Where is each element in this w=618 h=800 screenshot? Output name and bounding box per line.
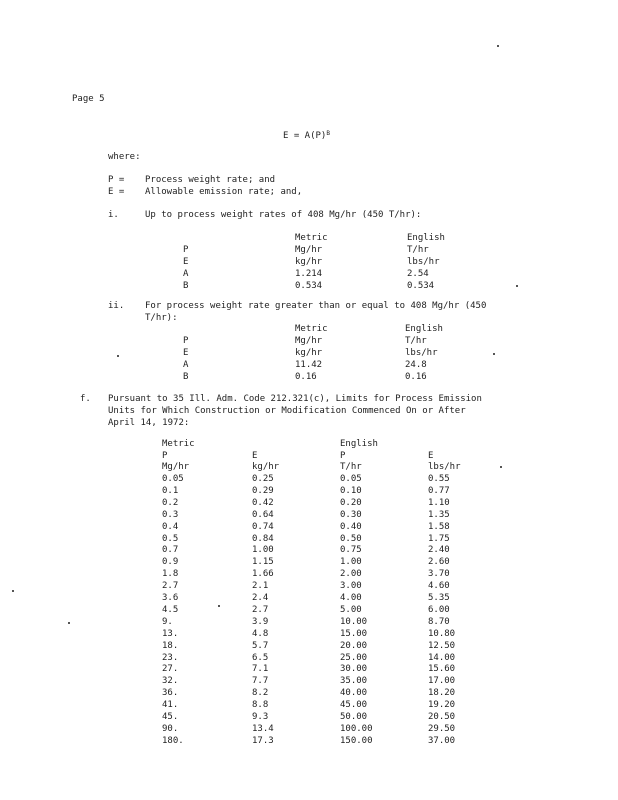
metric-e-cell: 4.8 xyxy=(252,628,269,639)
english-p-cell: 30.00 xyxy=(340,664,368,675)
section-ii-text-line1: For process weight rate greater than or equal to 408 Mg/hr (450 xyxy=(145,301,487,311)
metric-p-cell: 4.5 xyxy=(162,604,179,615)
english-p-cell: 0.30 xyxy=(340,509,362,520)
scan-speck xyxy=(218,605,220,607)
metric-e-cell: 13.4 xyxy=(252,723,274,734)
section-ii-symbol: E xyxy=(183,348,189,358)
column-head: E xyxy=(252,451,258,461)
section-i-symbol: A xyxy=(183,269,189,279)
english-e-cell: 3.70 xyxy=(428,569,450,580)
section-ii-header-metric: Metric xyxy=(295,324,328,334)
english-p-cell: 3.00 xyxy=(340,581,362,592)
scan-speck xyxy=(68,622,70,624)
definition-text: Process weight rate; and xyxy=(145,175,276,185)
metric-p-cell: 0.5 xyxy=(162,533,179,544)
metric-p-cell: 0.9 xyxy=(162,557,179,568)
section-f-line1: Pursuant to 35 Ill. Adm. Code 212.321(c), Limits for Process Emission xyxy=(108,394,482,404)
metric-p-cell: 0.1 xyxy=(162,485,179,496)
scan-speck xyxy=(516,285,518,287)
section-i-english-cell: lbs/hr xyxy=(407,257,440,267)
english-e-cell: 1.10 xyxy=(428,497,450,508)
section-i-text: Up to process weight rates of 408 Mg/hr (450 T/hr): xyxy=(145,210,422,220)
metric-e-cell: 1.66 xyxy=(252,569,274,580)
section-i-metric-cell: Mg/hr xyxy=(295,245,323,255)
english-e-cell: 1.75 xyxy=(428,533,450,544)
metric-p-cell: 18. xyxy=(162,640,179,651)
where-label: where: xyxy=(108,152,141,162)
metric-e-cell: 8.8 xyxy=(252,700,269,711)
emission-formula xyxy=(283,128,330,142)
english-e-cell: 1.35 xyxy=(428,509,450,520)
english-p-cell: 50.00 xyxy=(340,712,368,722)
english-p-cell: 0.75 xyxy=(340,545,362,556)
english-e-cell: 19.20 xyxy=(428,700,456,711)
metric-e-cell: 2.1 xyxy=(252,581,269,592)
page-label: Page 5 xyxy=(72,94,105,104)
unit-head: kg/hr xyxy=(252,462,280,472)
section-ii-symbol: B xyxy=(183,372,189,382)
section-f-line3: April 14, 1972: xyxy=(108,418,190,428)
unit-head: T/hr xyxy=(340,462,362,472)
metric-e-cell: 3.9 xyxy=(252,616,269,627)
english-e-cell: 37.00 xyxy=(428,735,456,746)
section-ii-header-english: English xyxy=(405,324,443,334)
english-p-cell: 45.00 xyxy=(340,700,368,711)
unit-head: lbs/hr xyxy=(428,462,461,472)
metric-p-cell: 0.4 xyxy=(162,521,179,532)
section-i-english-cell: 2.54 xyxy=(407,269,429,279)
english-e-cell: 1.58 xyxy=(428,521,450,532)
english-p-cell: 150.00 xyxy=(340,735,373,746)
metric-e-cell: 5.7 xyxy=(252,640,269,651)
section-f-line2: Units for Which Construction or Modification Commenced On or After xyxy=(108,406,466,416)
metric-p-cell: 2.7 xyxy=(162,581,179,592)
english-e-cell: 18.20 xyxy=(428,688,456,699)
metric-p-cell: 32. xyxy=(162,676,179,687)
english-e-cell: 17.00 xyxy=(428,676,456,687)
english-p-cell: 15.00 xyxy=(340,628,368,639)
metric-p-cell: 45. xyxy=(162,712,179,722)
scan-speck xyxy=(12,590,14,592)
definition-symbol: P = xyxy=(108,175,125,185)
section-ii-english-cell: lbs/hr xyxy=(405,348,438,358)
english-p-cell: 20.00 xyxy=(340,640,368,651)
section-ii-text-line2: T/hr): xyxy=(145,313,178,323)
section-i-english-cell: 0.534 xyxy=(407,281,435,291)
metric-p-cell: 0.7 xyxy=(162,545,179,556)
section-ii-english-cell: 24.8 xyxy=(405,360,427,370)
section-f-number: f. xyxy=(80,394,91,404)
section-ii-metric-cell: kg/hr xyxy=(295,348,323,358)
section-i-symbol: P xyxy=(183,245,189,255)
section-ii-number: ii. xyxy=(108,301,125,311)
metric-p-cell: 1.8 xyxy=(162,569,179,580)
metric-p-cell: 3.6 xyxy=(162,593,179,603)
unit-head: Mg/hr xyxy=(162,462,190,472)
metric-e-cell: 9.3 xyxy=(252,712,269,722)
metric-p-cell: 41. xyxy=(162,700,179,711)
section-f-header-metric: Metric xyxy=(162,439,195,449)
metric-e-cell: 0.84 xyxy=(252,533,274,544)
section-i-symbol: B xyxy=(183,281,189,291)
metric-p-cell: 27. xyxy=(162,664,179,675)
metric-p-cell: 13. xyxy=(162,628,179,639)
section-ii-english-cell: 0.16 xyxy=(405,372,427,382)
english-e-cell: 6.00 xyxy=(428,604,450,615)
english-p-cell: 0.05 xyxy=(340,474,362,484)
definition-text: Allowable emission rate; and, xyxy=(145,187,303,197)
english-p-cell: 25.00 xyxy=(340,652,368,663)
english-p-cell: 2.00 xyxy=(340,569,362,580)
english-p-cell: 0.20 xyxy=(340,497,362,508)
metric-e-cell: 17.3 xyxy=(252,735,274,746)
metric-e-cell: 6.5 xyxy=(252,652,269,663)
english-p-cell: 1.00 xyxy=(340,557,362,568)
metric-p-cell: 0.3 xyxy=(162,509,179,520)
section-i-metric-cell: kg/hr xyxy=(295,257,323,267)
section-ii-english-cell: T/hr xyxy=(405,336,427,346)
metric-e-cell: 8.2 xyxy=(252,688,269,699)
metric-p-cell: 0.2 xyxy=(162,497,179,508)
column-head: P xyxy=(340,451,346,461)
metric-e-cell: 2.7 xyxy=(252,604,269,615)
formula-lhs: E = A(P) xyxy=(283,131,327,141)
scan-speck xyxy=(500,466,502,468)
section-i-header-metric: Metric xyxy=(295,233,328,243)
scan-speck xyxy=(497,45,499,47)
english-e-cell: 14.00 xyxy=(428,652,456,663)
formula-exponent: B xyxy=(326,130,330,137)
english-e-cell: 2.40 xyxy=(428,545,450,556)
english-p-cell: 0.50 xyxy=(340,533,362,544)
english-p-cell: 0.40 xyxy=(340,521,362,532)
english-e-cell: 2.60 xyxy=(428,557,450,568)
section-ii-metric-cell: Mg/hr xyxy=(295,336,323,346)
section-ii-metric-cell: 0.16 xyxy=(295,372,317,382)
metric-e-cell: 2.4 xyxy=(252,593,269,603)
column-head: P xyxy=(162,451,168,461)
english-e-cell: 8.70 xyxy=(428,616,450,627)
english-p-cell: 0.10 xyxy=(340,485,362,496)
column-head: E xyxy=(428,451,434,461)
english-e-cell: 12.50 xyxy=(428,640,456,651)
scan-speck xyxy=(117,355,119,357)
section-i-english-cell: T/hr xyxy=(407,245,429,255)
metric-e-cell: 1.00 xyxy=(252,545,274,556)
metric-e-cell: 0.64 xyxy=(252,509,274,520)
section-i-number: i. xyxy=(108,210,119,220)
metric-e-cell: 7.1 xyxy=(252,664,269,675)
section-i-metric-cell: 1.214 xyxy=(295,269,323,279)
english-e-cell: 29.50 xyxy=(428,723,456,734)
metric-e-cell: 7.7 xyxy=(252,676,269,687)
english-e-cell: 0.77 xyxy=(428,485,450,496)
section-i-symbol: E xyxy=(183,257,189,267)
english-p-cell: 40.00 xyxy=(340,688,368,699)
section-i-metric-cell: 0.534 xyxy=(295,281,323,291)
english-e-cell: 5.35 xyxy=(428,593,450,603)
metric-e-cell: 0.29 xyxy=(252,485,274,496)
section-ii-metric-cell: 11.42 xyxy=(295,360,323,370)
metric-p-cell: 90. xyxy=(162,723,179,734)
english-e-cell: 15.60 xyxy=(428,664,456,675)
metric-p-cell: 9. xyxy=(162,616,173,627)
metric-p-cell: 36. xyxy=(162,688,179,699)
metric-p-cell: 23. xyxy=(162,652,179,663)
english-p-cell: 10.00 xyxy=(340,616,368,627)
section-ii-symbol: A xyxy=(183,360,189,370)
metric-e-cell: 1.15 xyxy=(252,557,274,568)
english-p-cell: 5.00 xyxy=(340,604,362,615)
english-p-cell: 100.00 xyxy=(340,723,373,734)
section-f-header-english: English xyxy=(340,439,378,449)
english-e-cell: 4.60 xyxy=(428,581,450,592)
english-e-cell: 20.50 xyxy=(428,712,456,722)
section-ii-symbol: P xyxy=(183,336,189,346)
english-e-cell: 0.55 xyxy=(428,474,450,484)
english-e-cell: 10.80 xyxy=(428,628,456,639)
metric-e-cell: 0.42 xyxy=(252,497,274,508)
definition-symbol: E = xyxy=(108,187,125,197)
metric-e-cell: 0.25 xyxy=(252,474,274,484)
metric-p-cell: 0.05 xyxy=(162,474,184,484)
scan-speck xyxy=(493,353,495,355)
section-i-header-english: English xyxy=(407,233,445,243)
english-p-cell: 4.00 xyxy=(340,593,362,603)
metric-p-cell: 180. xyxy=(162,735,184,746)
metric-e-cell: 0.74 xyxy=(252,521,274,532)
english-p-cell: 35.00 xyxy=(340,676,368,687)
